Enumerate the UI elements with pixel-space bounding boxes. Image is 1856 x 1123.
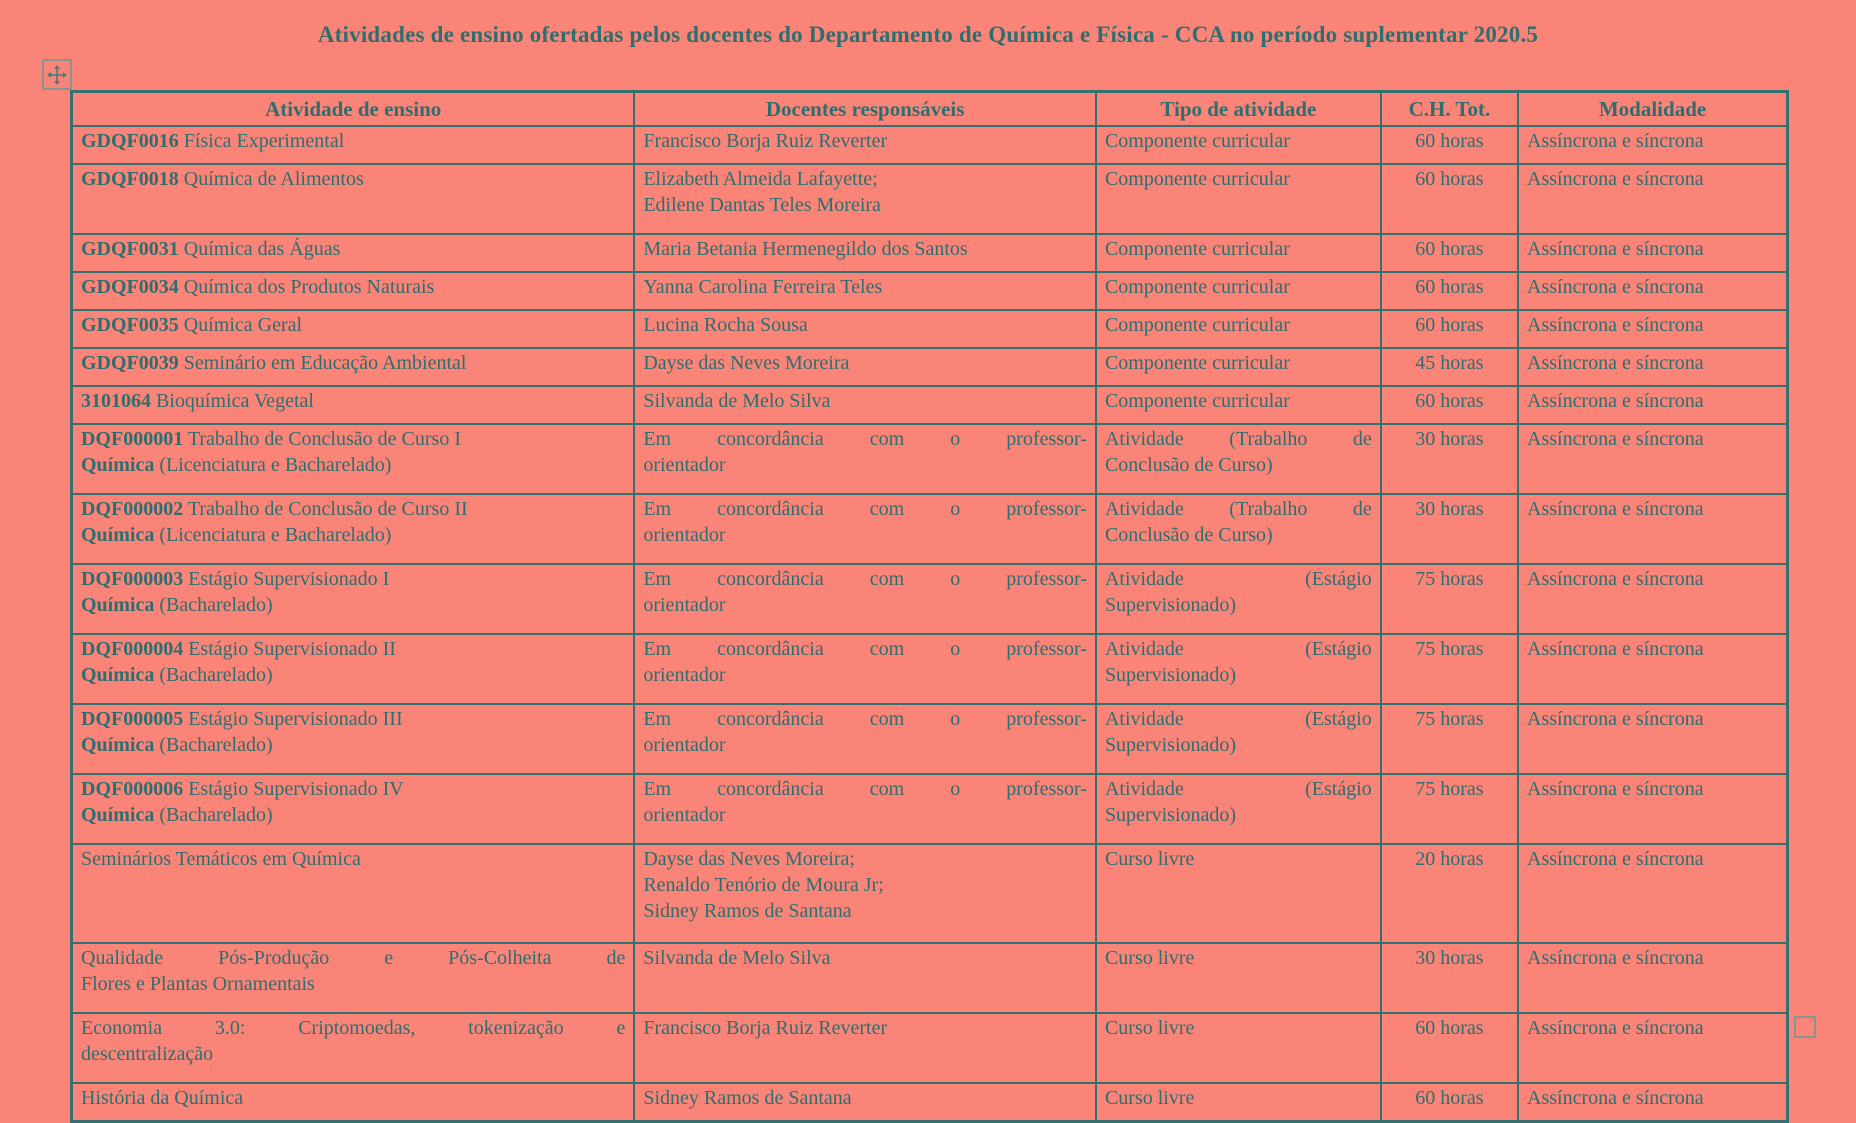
activity-code: GDQF0034 [81,276,179,298]
docente-line: Silvanda de Melo Silva [643,947,831,969]
activity-title: Química de Alimentos [178,168,364,190]
docentes-cell [634,943,1096,1013]
docentes-cell [634,844,1096,943]
activity-line [81,706,625,732]
ch-cell: 60 horas [1381,234,1518,272]
ch-cell: 60 horas [1381,310,1518,348]
modalidade-cell: Assíncrona e síncrona [1518,1013,1787,1083]
tipo-cell [1096,634,1381,704]
activity-line [81,971,625,997]
table-row [72,844,1788,943]
table-row [72,234,1788,272]
modalidade-cell: Assíncrona e síncrona [1518,494,1787,564]
activity-title: Flores e Plantas Ornamentais [81,973,315,995]
activity-title: Bioquímica Vegetal [151,390,314,412]
tipo-cell [1096,126,1381,164]
tipo-line: Componente curricular [1104,130,1290,152]
modalidade-cell: Assíncrona e síncrona [1518,234,1787,272]
header-row [72,92,1788,127]
docentes-cell [634,164,1096,234]
docente-line: Renaldo Tenório de Moura Jr; [643,874,884,896]
table-row [72,564,1788,634]
activity-code: DQF000004 [81,638,184,660]
table-row [72,272,1788,310]
activity-code: Química [81,664,155,686]
modalidade-cell: Assíncrona e síncrona [1518,1083,1787,1122]
docente-line: orientador [643,594,726,616]
tipo-line: Supervisionado) [1104,804,1237,826]
table-move-handle[interactable] [42,59,72,90]
modalidade-cell: Assíncrona e síncrona [1518,386,1787,424]
tipo-line: Componente curricular [1104,390,1290,412]
activity-code: DQF000005 [81,708,184,730]
activity-line [81,522,625,548]
activity-cell [72,704,635,774]
activity-code: GDQF0018 [81,168,179,190]
activity-title: (Bacharelado) [154,594,273,616]
docente-line: Sidney Ramos de Santana [643,900,852,922]
docente-line: Em concordância com o professor- [643,428,1087,450]
activity-line [81,452,625,478]
activity-title: (Bacharelado) [154,804,273,826]
activity-title: (Licenciatura e Bacharelado) [154,524,392,546]
ch-cell: 75 horas [1381,774,1518,844]
activity-title: História da Química [81,1087,244,1109]
ch-cell: 75 horas [1381,634,1518,704]
docente-line: Dayse das Neves Moreira; [643,848,855,870]
docente-line: Em concordância com o professor- [643,708,1087,730]
tipo-cell [1096,386,1381,424]
activity-code: GDQF0031 [81,238,179,260]
activity-title: (Licenciatura e Bacharelado) [154,454,392,476]
ch-cell: 75 horas [1381,564,1518,634]
activity-code: DQF000002 [81,498,184,520]
tipo-cell [1096,164,1381,234]
tipo-cell [1096,234,1381,272]
tipo-cell [1096,943,1381,1013]
tipo-cell [1096,564,1381,634]
table-row [72,1013,1788,1083]
activity-cell [72,386,635,424]
activity-line [81,312,625,338]
docente-line: Elizabeth Almeida Lafayette; [643,168,878,190]
header-tipo-de-atividade: Tipo de atividade [1096,92,1381,127]
activity-title: Estágio Supervisionado III [183,708,403,730]
docentes-cell [634,272,1096,310]
activity-cell [72,774,635,844]
activity-line [81,496,625,522]
docentes-cell [634,234,1096,272]
table-row [72,774,1788,844]
table-row [72,348,1788,386]
tipo-line: Componente curricular [1104,314,1290,336]
activity-line [81,128,625,154]
activity-title: Estágio Supervisionado II [183,638,396,660]
activity-code: 3101064 [81,390,151,412]
activity-title: Química das Águas [178,238,341,260]
docente-line: Francisco Borja Ruiz Reverter [643,130,888,152]
tipo-line: Curso livre [1104,1087,1195,1109]
activity-cell [72,1083,635,1122]
docente-line: Dayse das Neves Moreira [643,352,850,374]
tipo-cell [1096,494,1381,564]
ch-cell: 60 horas [1381,386,1518,424]
header-ch-tot: C.H. Tot. [1381,92,1518,127]
activity-cell [72,272,635,310]
activity-title: Estágio Supervisionado I [183,568,390,590]
modalidade-cell: Assíncrona e síncrona [1518,634,1787,704]
docente-line: orientador [643,524,726,546]
docentes-cell [634,774,1096,844]
activity-cell [72,310,635,348]
tipo-line: Atividade (Estágio [1104,708,1372,730]
docentes-cell [634,494,1096,564]
activity-title: Seminário em Educação Ambiental [178,352,467,374]
activity-line [81,166,625,192]
activity-code: Química [81,594,155,616]
table-row [72,494,1788,564]
tipo-line: Atividade (Estágio [1104,638,1372,660]
activity-title: Trabalho de Conclusão de Curso II [183,498,468,520]
table-resize-handle[interactable] [1794,1016,1816,1038]
docentes-cell [634,424,1096,494]
ch-cell: 60 horas [1381,164,1518,234]
modalidade-cell: Assíncrona e síncrona [1518,348,1787,386]
tipo-line: Supervisionado) [1104,734,1237,756]
activity-code: DQF000001 [81,428,184,450]
modalidade-cell: Assíncrona e síncrona [1518,164,1787,234]
modalidade-cell: Assíncrona e síncrona [1518,272,1787,310]
header-docentes-responsaveis: Docentes responsáveis [634,92,1096,127]
tipo-line: Atividade (Trabalho de [1104,498,1372,520]
docente-line: orientador [643,734,726,756]
docentes-cell [634,634,1096,704]
ch-cell: 75 horas [1381,704,1518,774]
activity-cell [72,126,635,164]
ch-cell: 45 horas [1381,348,1518,386]
ch-cell: 60 horas [1381,272,1518,310]
activity-code: Química [81,804,155,826]
activity-title: Trabalho de Conclusão de Curso I [183,428,461,450]
tipo-line: Componente curricular [1104,168,1290,190]
activity-line [81,1085,625,1111]
activity-cell [72,164,635,234]
tipo-cell [1096,704,1381,774]
activity-cell [72,494,635,564]
tipo-cell [1096,272,1381,310]
ch-cell: 60 horas [1381,126,1518,164]
tipo-cell [1096,844,1381,943]
table-row [72,634,1788,704]
docentes-cell [634,704,1096,774]
activity-code: GDQF0039 [81,352,179,374]
activity-line [81,846,625,872]
header-modalidade: Modalidade [1518,92,1787,127]
docentes-cell [634,310,1096,348]
activity-title: descentralização [81,1043,214,1065]
table-row [72,386,1788,424]
tipo-cell [1096,1083,1381,1122]
docentes-cell [634,348,1096,386]
modalidade-cell: Assíncrona e síncrona [1518,424,1787,494]
docente-line: orientador [643,804,726,826]
table-row [72,164,1788,234]
docentes-cell [634,1083,1096,1122]
docente-line: Em concordância com o professor- [643,778,1087,800]
activity-line [81,236,625,262]
docente-line: Silvanda de Melo Silva [643,390,831,412]
header-atividade-de-ensino: Atividade de ensino [72,92,635,127]
page-title: Atividades de ensino ofertadas pelos docentes do Departamento de Química e Física - CCA no período suplementar 2020.5 [317,22,1539,47]
modalidade-cell: Assíncrona e síncrona [1518,126,1787,164]
activity-code: Química [81,524,155,546]
ch-cell: 30 horas [1381,494,1518,564]
activity-cell [72,424,635,494]
activity-line [81,732,625,758]
activity-cell [72,348,635,386]
modalidade-cell: Assíncrona e síncrona [1518,704,1787,774]
activity-line [81,592,625,618]
docentes-cell [634,386,1096,424]
activities-table [70,90,1789,1123]
activity-cell [72,234,635,272]
docente-line: Em concordância com o professor- [643,498,1087,520]
tipo-line: Componente curricular [1104,352,1290,374]
table-row [72,1083,1788,1122]
activity-cell [72,844,635,943]
tipo-cell [1096,424,1381,494]
tipo-line: Supervisionado) [1104,664,1237,686]
activity-line [81,426,625,452]
docente-line: orientador [643,454,726,476]
modalidade-cell: Assíncrona e síncrona [1518,310,1787,348]
activity-line [81,1015,625,1041]
tipo-cell [1096,310,1381,348]
docente-line: orientador [643,664,726,686]
tipo-line: Curso livre [1104,947,1195,969]
docente-line: Em concordância com o professor- [643,638,1087,660]
docente-line: Sidney Ramos de Santana [643,1087,852,1109]
activity-line [81,1041,625,1067]
modalidade-cell: Assíncrona e síncrona [1518,844,1787,943]
tipo-line: Atividade (Estágio [1104,568,1372,590]
table-row [72,310,1788,348]
activity-title: Estágio Supervisionado IV [183,778,404,800]
activity-cell [72,634,635,704]
table-row [72,424,1788,494]
modalidade-cell: Assíncrona e síncrona [1518,774,1787,844]
tipo-cell [1096,348,1381,386]
activity-title: Química dos Produtos Naturais [178,276,435,298]
ch-cell: 20 horas [1381,844,1518,943]
activity-title: (Bacharelado) [154,734,273,756]
activity-line [81,662,625,688]
ch-cell: 60 horas [1381,1083,1518,1122]
activity-cell [72,564,635,634]
table-row [72,704,1788,774]
activity-line [81,636,625,662]
activity-title: Economia 3.0: Criptomoedas, tokenização e [81,1017,626,1039]
docentes-cell [634,564,1096,634]
modalidade-cell: Assíncrona e síncrona [1518,943,1787,1013]
tipo-line: Supervisionado) [1104,594,1237,616]
activity-line [81,566,625,592]
activity-code: GDQF0016 [81,130,179,152]
docente-line: Lucina Rocha Sousa [643,314,808,336]
activity-code: GDQF0035 [81,314,179,336]
activity-title: Química Geral [178,314,303,336]
docente-line: Edilene Dantas Teles Moreira [643,194,881,216]
move-cross-icon [47,65,67,85]
tipo-line: Conclusão de Curso) [1104,524,1273,546]
tipo-cell [1096,1013,1381,1083]
activity-line [81,776,625,802]
activity-line [81,274,625,300]
activity-title: Física Experimental [178,130,345,152]
ch-cell: 30 horas [1381,943,1518,1013]
ch-cell: 60 horas [1381,1013,1518,1083]
activity-line [81,945,625,971]
tipo-line: Atividade (Trabalho de [1104,428,1372,450]
tipo-line: Atividade (Estágio [1104,778,1372,800]
docentes-cell [634,126,1096,164]
activity-line [81,350,625,376]
tipo-line: Componente curricular [1104,238,1290,260]
activity-code: Química [81,454,155,476]
docente-line: Maria Betania Hermenegildo dos Santos [643,238,968,260]
activity-code: DQF000006 [81,778,184,800]
table-row [72,126,1788,164]
tipo-line: Curso livre [1104,848,1195,870]
docente-line: Francisco Borja Ruiz Reverter [643,1017,888,1039]
tipo-line: Componente curricular [1104,276,1290,298]
tipo-line: Conclusão de Curso) [1104,454,1273,476]
activity-cell [72,943,635,1013]
docente-line: Yanna Carolina Ferreira Teles [643,276,883,298]
activity-title: (Bacharelado) [154,664,273,686]
docentes-cell [634,1013,1096,1083]
activity-cell [72,1013,635,1083]
activity-line [81,802,625,828]
table-row [72,943,1788,1013]
docente-line: Em concordância com o professor- [643,568,1087,590]
activity-line [81,388,625,414]
activity-code: DQF000003 [81,568,184,590]
activity-code: Química [81,734,155,756]
activity-title: Seminários Temáticos em Química [81,848,361,870]
modalidade-cell: Assíncrona e síncrona [1518,564,1787,634]
activity-title: Qualidade Pós-Produção e Pós-Colheita de [81,947,626,969]
tipo-line: Curso livre [1104,1017,1195,1039]
tipo-cell [1096,774,1381,844]
ch-cell: 30 horas [1381,424,1518,494]
